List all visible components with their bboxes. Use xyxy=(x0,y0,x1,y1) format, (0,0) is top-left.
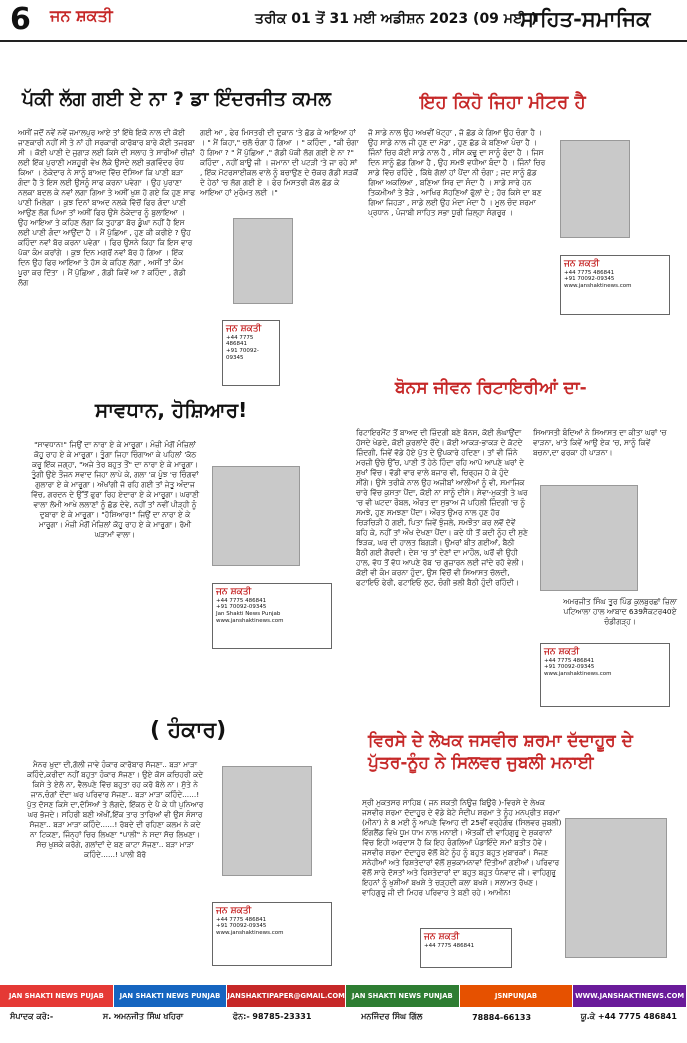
ad-phone: +44 7775 486841 xyxy=(216,597,267,604)
article-4-title: ਬੋਨਸ ਜੀਵਨ ਰਿਟਾਇਰੀਆਂ ਦਾ- xyxy=(395,378,587,398)
article-6-body: ਸ੍ਰੀ ਮੁਕਤਸਰ ਸਾਹਿਬ ( ਜਨ ਸ਼ਕਤੀ ਨਿਊਜ਼ ਬਿਊਰੋ )-ਵਿਰਸੇ ਦੇ ਲੇਖਕ ਜਸਵੀਰ ਸ਼ਰਮਾ ਦੱਦਾਹੂਰ ਦੇ ਵੱਡੇ ਬੇਟੇ ਸੰਦੀਪ ਸ਼ਰਮਾ ਤੇ ਨੂੰਹ ਮਨਪ੍ਰੀਤ ਸ਼ਰਮਾ (ਮੀਨਾ) ਨੇ 8 ਮਈ ਨੂੰ ਆਪਣੇ ਵਿਆਹ ਦੀ 25ਵੀਂ ਵਰ੍ਹੇਗੰਢ (ਸਿਲਵਰ ਜੁਬਲੀ) ਇੰਗਲੈਂਡ ਵਿਖੇ ਧੂਮ ਧਾਮ ਨਾਲ ਮਨਾਈ। ਐਤਕੀਂ ਦੀ ਵਾਹਿਗੁਰੂ ਦੇ ਸ਼ੁਕਰਾਨਾਂ ਵਿੱਚ ਇਹੀ ਅਰਦਾਸ ਹੈ ਕਿ ਇਹ ਰੰਗਲਿਆਂ ਪੰਡਾਇੰਦੇ ਸਮਾਂ ਬਤੀਤ ਹੋਵੇ। ਜਸਵੀਰ ਸ਼ਰਮਾ ਦੱਦਾਹੂਰ ਵੱਲੋਂ ਬੇਟੇ ਨੂੰਹ ਨੂੰ ਬਹੁਤ ਬਹੁਤ ਮੁਬਾਰਕਾਂ। ਸੱਜਣ ਸਨੇਹੀਆਂ ਅਤੇ ਰਿਸ਼ਤੇਦਾਰਾਂ ਵੱਲੋਂ ਸ਼ੁਭਕਾਮਨਾਵਾਂ ਦਿੱਤੀਆਂ ਗਈਆਂ। ਪਰਿਵਾਰ ਵੱਲੋਂ ਸਾਰੇ ਦੋਸਤਾਂ ਅਤੇ ਰਿਸ਼ਤੇਦਾਰਾਂ ਦਾ ਬਹੁਤ ਬਹੁਤ ਧੰਨਵਾਦ ਜੀ। ਵਾਹਿਗੁਰੂ ਇਹਨਾਂ ਨੂੰ ਖੁਸ਼ੀਆਂ ਬਖਸ਼ੇ ਤੇ ਚੜ੍ਹਦੀ ਕਲਾ ਬਖਸ਼ੇ। ਸਲਾਮਤ ਰੱਖਣ। ਵਾਹਿਗੁਰੂ ਜੀ ਦੀ ਮਿਹਰ ਪਰਿਵਾਰ ਤੇ ਬਣੀ ਰਹੇ। ਆਮੀਨ! xyxy=(362,798,562,897)
footer-editor-label: ਸੰਪਾਦਕ ਕਰੋ:- xyxy=(10,1012,54,1021)
ad-brand: ਜਨ ਸ਼ਕਤੀ xyxy=(216,587,252,597)
footer-contact-phone: 78884-66133 xyxy=(472,1012,532,1022)
author-photo xyxy=(560,140,630,238)
article-2-title: ਇਹ ਕਿਹੋ ਜਿਹਾ ਮੀਟਰ ਹੈ xyxy=(420,92,586,113)
author-photo xyxy=(540,485,638,591)
instagram-link[interactable]: JAN SHAKTI NEWS PUNJAB xyxy=(346,985,460,1007)
ad-phone: +91 70092-09345 xyxy=(216,923,267,930)
ad-phone: +44 7775 486841 xyxy=(424,942,475,949)
article-1-body-col1: ਅਸੀਂ ਜਦੋਂ ਨਵੇਂ ਨਵੇਂ ਜਮਾਲਪੁਰ ਆਏ ਤਾਂ ਇੱਥੇ ਇਕੋ ਨਾਲ ਦੀ ਕੋਈ ਜਾਣਕਾਰੀ ਨਹੀਂ ਸੀ ਤੇ ਨਾਂ ਹੀ ਸਰਕਾਰੀ ਕਾਰੋਬਾਰ ਬਾਰੇ ਕੋਈ ਤਜਰਬਾ ਸੀ । ਕੋਈ ਪਾਣੀ ਦੇ ਜੁਗਾੜ ਲਈ ਕਿਸੇ ਦੀ ਸਲਾਹ ਤੇ ਸਾਰੀਆਂ ਚੀਜ਼ਾਂ ਲਈ ਇੱਕ ਪੁਰਾਣੀ ਮਸ਼ਹੂਰੀ ਵੇਖ ਲੈਕੇ ਉਸਦੇ ਲਈ ਭਗਵਿੰਦਰ ਰੰਧ ਕਿਆ । ਠੇਕੇਦਾਰ ਨੇ ਸਾਨੂੰ ਬਾਅਦ ਵਿੱਚ ਦੱਸਿਆ ਕਿ ਪਾਣੀ ਬੜਾ ਗੰਦਾ ਹੈ ਤੇ ਇਸ ਲਈ ਉਸਨੂੰ ਸਾਫ ਕਰਨਾ ਪਵੇਗਾ । ਉਹ ਪੁਰਾਣਾ ਨਲਕਾ ਬਦਲ ਕੇ ਨਵਾਂ ਲਗਾ ਗਿਆ ਤੇ ਅਸੀਂ ਖੁਸ਼ ਹੋ ਗਏ ਕਿ ਹੁਣ ਸਾਫ ਪਾਣੀ ਮਿਲੇਗਾ । ਕੁਝ ਦਿਨਾਂ ਬਾਅਦ ਨਲਕੇ ਵਿੱਚੋਂ ਫਿਰ ਗੰਦਾ ਪਾਣੀ ਆਉਣ ਲੱਗ ਪਿਆ ਤਾਂ ਅਸੀਂ ਫਿਰ ਉਸੇ ਠੇਕੇਦਾਰ ਨੂੰ ਬੁਲਾਇਆ । ਉਹ ਆਇਆ ਤੇ ਕਹਿਣ ਲੱਗਾ ਕਿ ਤੁਹਾਡਾ ਬੋਰ ਡੂੰਘਾ ਨਹੀਂ ਹੈ ਇਸ ਲਈ ਪਾਣੀ ਗੰਦਾ ਆਉਂਦਾ ਹੈ । ਮੈਂ ਪੁੱਛਿਆ , ਹੁਣ ਕੀ ਕਰੀਏ ? ਉਹ ਕਹਿੰਦਾ ਨਵਾਂ ਬੋਰ ਕਰਨਾ ਪਵੇਗਾ । ਫਿਰ ਉਸਨੇ ਕਿਹਾ ਕਿ ਇਸ ਵਾਰ ਪੱਕਾ ਕੰਮ ਕਰਾਂਗੇ । ਕੁਝ ਦਿਨ ਮਗਰੋਂ ਨਵਾਂ ਬੋਰ ਹੋ ਗਿਆ । ਇੱਕ ਦਿਨ ਉਹ ਫਿਰ ਆਇਆ ਤੇ ਹੱਸ ਕੇ ਕਹਿਣ ਲੱਗਾ , ਅਸੀਂ ਤਾਂ ਕੰਮ ਪੂਰਾ ਕਰ ਦਿੱਤਾ । ਮੈਂ ਪੁੱਛਿਆ , ਗੱਡੀ ਕਿਵੇਂ ਆ ? ਕਹਿੰਦਾ , ਗੱਡੀ ਲੱਗ xyxy=(18,128,196,287)
article-5-title: ( ਹੰਕਾਰ) xyxy=(150,718,227,743)
ad-box xyxy=(212,583,332,649)
masthead-logo: ਜਨ ਸ਼ਕਤੀ xyxy=(50,6,113,25)
footer-uk-phone: ਯੂ.ਕੇ +44 7775 486841 xyxy=(580,1012,677,1021)
ad-brand: ਜਨ ਸ਼ਕਤੀ xyxy=(544,647,580,657)
ad-box xyxy=(212,902,332,966)
page-footer xyxy=(0,985,687,1043)
footer-phone: ਫੋਨ:- 98785-23331 xyxy=(232,1012,312,1021)
article-4-author: ਅਮਰਜੀਤ ਸਿੰਘ ਤੂਰ ਪਿੰਡ ਕੁਲਬੁਰਛਾਂ ਜ਼ਿਲਾ ਪਟਿਆਲਾ ਹਾਲ ਆਬਾਦ 639ਸੈਕਟਰ40ਏ ਚੰਡੀਗੜ੍ਹ। xyxy=(563,597,677,626)
ad-site: www.janshaktinews.com xyxy=(544,670,612,677)
article-1-body-col2: ਗਈ ਆ , ਫੇਰ ਮਿਸਤਰੀ ਦੀ ਦੁਕਾਨ 'ਤੇ ਛੱਡ ਕੇ ਆਇਆ ਹਾਂ । " ਮੈਂ ਕਿਹਾ," ਚਲੋ ਚੰਗਾ ਹੋ ਗਿਆ । " ਕਹਿੰਦਾ , "ਕੀ ਚੰਗਾ ਹੋ ਗਿਆ ? " ਮੈਂ ਪੁੱਛਿਆ ," ਗੱਡੀ ਪੱਕੀ ਲੱਗ ਗਈ ਏ ਨਾ ?" ਕਹਿੰਦਾ , ਨਹੀਂ ਬਾਊ ਜੀ । ਜਮਾਨਾ ਦੀ ਪਟੜੀ 'ਤੇ ਜਾ ਰਹੇ ਸਾਂ , ਇੱਕ ਮੋਟਰਸਾਈਕਲ ਵਾਲੇ ਨੂੰ ਬਚਾਉਣ ਦੇ ਚੱਕਰ ਗੱਡੀ ਸੜਕੋਂ ਦੇ ਹੇਠਾਂ 'ਚ ਲੱਗ ਗਈ ਏ । ਫੇਰ ਮਿਸਤਰੀ ਕੋਲ ਛੱਡ ਕੇ ਆਇਆ ਹਾਂ ਮੁਰੰਮਤ ਲਈ ।" xyxy=(200,128,359,197)
ad-phone: +44 7775 486841 xyxy=(564,269,615,276)
edition-date: ਤਰੀਕ 01 ਤੋਂ 31 ਮਈ ਅਡੀਸ਼ਨ 2023 (09 ਮਈ ) xyxy=(255,11,538,27)
ad-box xyxy=(420,928,512,968)
ad-brand: ਜਨ ਸ਼ਕਤੀ xyxy=(226,324,262,334)
ad-brand: ਜਨ ਸ਼ਕਤੀ xyxy=(424,932,460,942)
ad-box xyxy=(560,255,670,315)
section-title: ਸਾਹਿਤ-ਸਮਾਜਿਕ xyxy=(520,6,651,31)
article-2-body: ਜੋ ਸਾਡੇ ਨਾਲ ਉਹ ਅਖਵੀਂ ਖੋਟ੍ਹਾ , ਜੋ ਛੱਡ ਕੇ ਗਿਆ ਉਹ ਚੰਗਾ ਹੈ । ਉਹ ਸਾਡੇ ਨਾਲ ਜੀ ਹੁਣ ਦਾ ਮੋਡਾ , ਹੁਣ ਛੱਡ ਕੇ ਬਣਿਆ ਪੰਚਾ ਹੈ । ਜਿੰਨਾਂ ਚਿਰ ਕੋਈ ਸਾਡੇ ਨਾਲ ਹੈ , ਸੀਸ ਕਢੂ ਦਾ ਸਾਨੂੰ ਫੰਦਾ ਹੈ । ਜਿਸ ਦਿਨ ਸਾਨੂੰ ਛੱਡ ਗਿਆ ਹੈ , ਉਹ ਸਮਝੋ ਵਧੀਆ ਬੰਦਾ ਹੈ । ਜਿੰਨਾਂ ਚਿਰ ਸਾਡੇ ਵਿੱਚ ਰਹਿੰਦੇ , ਕਿੱਥੇ ਗੱਲਾਂ ਹਾਂ ਪੈਂਦਾ ਨੀ ਚੰਗਾ ; ਜਦ ਸਾਨੂੰ ਛੱਡ ਗਿਆ ਅਕਲਿਆ , ਬਣਿਆ ਸਿਰ ਦਾ ਸੰਦਾ ਹੈ । ਸਾਡੇ ਸਾਰੇ ਹਨ ਤਿਕਮੀਆਂ ਤੇ ਭੈੜੇ , ਆਖਿਰ ਸੋਹਣਿਆਂ ਫੁੱਲਾਂ ਦੇ ; ਹੋਰ ਕਿਸੇ ਦਾ ਬਣ ਗਿਆ ਜਿਹੜਾ , ਸਾਡੇ ਲਈ ਉਹ ਮੰਦਾ ਮੰਦਾ ਹੈ । ਮੂਲ ਚੰਦ ਸ਼ਰਮਾ ਪ੍ਰਧਾਨ , ਪੰਜਾਬੀ ਸਾਹਿਤ ਸਭਾ ਧੂਰੀ ਜ਼ਿਲ੍ਹਾ ਸੰਗਰੂਰ । xyxy=(368,128,546,217)
twitter-link[interactable]: JSNPUNJAB xyxy=(460,985,574,1007)
ad-box xyxy=(222,320,280,386)
ad-phone: +91 70092-09345 xyxy=(216,604,267,611)
ad-phone: +44 7775 486841 xyxy=(544,657,595,664)
ad-site: www.janshaktinews.com xyxy=(564,282,632,289)
ad-brand: ਜਨ ਸ਼ਕਤੀ xyxy=(564,259,600,269)
article-4-body-col2: ਸਿਆਸਤੀ ਬੰਦਿਆਂ ਨੇ ਸਿਆਸਤ ਦਾ ਕੀਤਾ ਘਰਾਂ 'ਚ ਵਾੜਨਾ, ਖਾਤੇ ਕਿਵੇਂ ਆਉ ਏਕ 'ਚ, ਸਾਨੂੰ ਕਿਵੇਂ ਬਚਨਾ,ਦਾ ਫਰਕਾ ਹੀ ਪਾੜਨਾ। xyxy=(533,428,667,457)
article-4-body-col1: ਰਿਟਾਇਰਮੈਂਟ ਤੋਂ ਬਾਅਦ ਦੀ ਜ਼ਿੰਦਗੀ ਬਣੇ ਬੋਨਸ, ਕੋਈ ਲੰਘਾਉਂਦਾ ਹੱਸਦੇ ਖੇਡਦੇ, ਕੋਈ ਕੁਰਲਾਂਦੇ ਰੋਂਦੇ। ਕੋਈ ਆਕੜ-ਭਾਕੜ ਦੇ ਕੱਟਦੇ ਜ਼ਿੰਦਗੀ, ਜਿਵੇਂ ਵੱਡੇ ਹੋਏ ਪੁੱਤ ਦੇ ਉਪਕਾਰੇ ਹਦਿਣਾ। ਤਾਂ ਵੀ ਜਿੰਨੇ ਮਰਜ਼ੀ ਉਚੇ ਉੱਚ, ਪਾਣੀ ਤੋਂ ਹੇਠੇ ਹਿੰਦਾ ਰਹਿ ਆਪੋ ਆਪਣੇ ਘਰਾਂ ਦੇ ਸੁਖਾਂ ਵਿੱਚ। ਵੱਡੀ ਵਾਰ ਵਾਲੇ ਬਜਾਰ ਵੀ, ਚਿਰ੍ਹਜ ਹੋ ਕੇ ਹੁੰਦੇ ਸੀਂਗੇ। ਉਸੇ ਤਰੀਕੇ ਨਾਲ ਉਹ ਅਜੀਬਾਂ ਆਲੀਆਂ ਨੂੰ ਵੀ, ਸਮਾਜਿਕ ਚਾਰੇ ਵਿੱਚ ਕੁਸਤਾ ਪੈਂਦਾ, ਕੋਈ ਨਾ ਸਾਨੂੰ ਦੀਸੇ। ਸੇਵਾ-ਮੁਕਤੀ ਤੇ ਘਰ 'ਚ ਵੀ ਘਟਦਾ ਰੌਬਲ, ਔਰਤ ਦਾ ਸੁਭਾਅ ਜੋ ਪਹਿਲੀ ਜ਼ਿੰਦਗੀ 'ਚ ਨੂੰ ਸਮਝੇ, ਹੁਣ ਸਮਝਣਾ ਪੈਂਦਾ। ਔਰਤ ਉਮਰ ਨਾਲ ਹੁਣ ਹੋਰ ਚਿੜਚਿੜੀ ਹੋ ਗਈ, ਪਿਤਾ ਜਿਵੇਂ ਝੁੰਜਲੇ, ਸਮਝੌਤਾ ਕਰ ਲਵੋਂ ਦੋਵੇਂ ਬਹਿ ਕੇ, ਨਹੀਂ ਤਾਂ ਔਖ ਦੇਖਣਾ ਪੈਂਦਾ। ਕਦੇ ਧੀ ਤੋਂ ਕਦੀ ਨੂੰਹ ਦੀ ਸੁਣੇ ਝਿੜਕ, ਘਰ ਦੀ ਹਾਲਤ ਬਿਗੜੀ। ਉਮਰਾਂ ਬੀਤ ਗਈਆਂ, ਬੈਠੀ ਬੈਠੀ ਗਈ ਗੈਰਦੀ। ਦੇਸ਼ 'ਚ ਤਾਂ ਦੇਣਾਂ ਦਾ ਮਾਹੌਲ, ਘਰੋਂ ਵੀ ਉਹੀ ਹਾਲ, ਵੱਧ ਤੋਂ ਵੱਧ ਆਪਣੇ ਰੱਬ 'ਚ ਗੁਜ਼ਾਰਨ ਲਈ ਜਾਂਦੇ ਰਹੋ ਵੇਲੀ। ਕੋਈ ਵੀ ਕੰਮ ਕਰਨਾ ਹੁੰਦਾ, ਉਸ ਵਿੱਚੋਂ ਵੀ ਸਿਆਸਤ ਚੱਲਦੀ, ਫਟਾਇਓ ਫੇਰੀ, ਫਟਾਇਓ ਲੁਟ, ਚੰਗੀ ਭਲੀ ਬੈਠੀ ਹੁੰਦੀ ਰਹਿੰਦੀ। xyxy=(356,428,528,587)
page-header xyxy=(0,0,687,42)
footer-editor-name: ਸ. ਅਮਨਜੀਤ ਸਿੰਘ ਖਹਿਰਾ xyxy=(102,1012,184,1021)
article-1-title: ਪੱਕੀ ਲੱਗ ਗਈ ਏ ਨਾ ? ਡਾ ਇੰਦਰਜੀਤ ਕਮਲ xyxy=(22,88,331,110)
ad-phone: +44 7775 486841 xyxy=(216,916,267,923)
facebook-link[interactable]: JAN SHAKTI NEWS PUNJAB xyxy=(114,985,228,1007)
couple-photo xyxy=(565,818,667,958)
footer-contact-name: ਮਨਜਿੰਦਰ ਸਿੰਘ ਗਿੱਲ xyxy=(361,1012,423,1021)
article-6-title: ਵਿਰਸੇ ਦੇ ਲੇਖਕ ਜਸਵੀਰ ਸ਼ਰਮਾ ਦੱਦਾਹੂਰ ਦੇ ਪੁੱਤਰ-ਨੂੰਹ ਨੇ ਸਿਲਵਰ ਜੁਬਲੀ ਮਨਾਈ xyxy=(368,731,633,774)
ad-site: www.janshaktinews.com xyxy=(216,929,284,936)
footer-link-bar xyxy=(0,985,687,1007)
article-3-body: "ਸਾਵਧਾਨ!" ਜਿਉਂ ਦਾ ਨਾਰਾ ਏ ਕੇ ਮਾਰੂਗਾ। ਮੰਜ਼ੀ ਮੰਗੋਂ ਮੰਜ਼ਿਲਾਂ ਕੋਹੂ ਰਾਹ ਏ ਕੇ ਮਾਰੂਗਾ। ਤੂੰਗਾ ਜਿਹਾ ਚਿੰਗਾਆ ਕੇ ਪਹਿਲਾਂ 'ਕੱਠ ਕਰੂ ਇੱਕ ਜਗ੍ਹਾ, "ਅਜੇ ਤੇਰ ਬਹੁਤ ਤੌਂ" ਦਾ ਨਾਰਾ ਏ ਕੇ ਮਾਰੂਗਾ। ਤੂੰਗੀ ਉਏ ਤੌਜਨ ਸਵਾਦ ਜਿਹਾ ਲਾਪੇ ਕੇ, ਗਲਾ 'ਕ ਪੂੰਝ 'ਚ ਚਿੰਗਵਾਂ ਗੁਲਾਰਾ ਏ ਕੇ ਮਾਰੂਗਾ। ਅੱਖਾਂਗੀ ਜੋ ਰਹਿ ਗਈ ਤਾਂ ਜੇਤੂ ਅੰਦਾਜ ਵਿੱਚ, ਗਰਦਨ ਦੇ ਉੱਤੋਂ ਫੁਰਾ ਰਿਹ ਏਦਾਰਾ ਏ ਕੇ ਮਾਰੂਗਾ। ਘਰਾਣੀ ਵਾਲਾ ਲੋਮੀ ਆਖੇ ਲਲਾਣਾਂ ਨੂੰ ਛੱਡ ਦੇਵੇ, ਨਹੀਂ ਤਾਂ ਨਵੀਂ ਪੀੜ੍ਹੀ ਨੂੰ ਦੁਬਾਰਾ ਏ ਕੇ ਮਾਰੂਗਾ। "ਹੋਸ਼ਿਆਰ!" ਜਿਉਂ ਦਾ ਨਾਰਾ ਏ ਕੇ ਮਾਰੂਗਾ। ਮੰਜ਼ੀ ਮੰਗੋਂ ਮੰਜ਼ਿਲਾਂ ਕੋਹੂ ਰਾਹ ਏ ਕੇ ਮਾਰੂਗਾ। ਰੋਮੀ ਘੜਾਮਾਂ ਵਾਲਾ। xyxy=(30,440,200,539)
page-number: 6 xyxy=(10,2,31,37)
ad-box xyxy=(540,643,670,707)
ad-phone: +91 70092-09345 xyxy=(226,347,259,361)
email-link[interactable]: JANSHAKTIPAPER@GMAIL.COM xyxy=(227,985,346,1007)
footer-contact-row xyxy=(0,1007,687,1027)
website-link[interactable]: WWW.JANSHAKTINEWS.COM xyxy=(573,985,687,1007)
ad-tagline: Jan Shakti News Punjab xyxy=(216,610,281,617)
article-3-title: ਸਾਵਧਾਨ, ਹੋਸ਼ਿਆਰ! xyxy=(95,398,248,422)
ad-site: www.janshaktinews.com xyxy=(216,617,284,624)
author-photo xyxy=(233,218,293,304)
youtube-link[interactable]: JAN SHAKTI NEWS PUJAB xyxy=(0,985,114,1007)
ad-phone: +91 70092-09345 xyxy=(544,664,595,671)
author-photo xyxy=(212,466,300,566)
article-5-body: ਮੈਨਰ ਖ਼ੁਦਾ ਦੀ,ਗੱਲੀ ਜਾਵੇ ਹੰਕਾਰ ਕਾਰੋਬਾਰ ਸੱਜਣਾ.. ਬੜਾ ਮਾੜਾ ਕਹਿੰਦੇ,ਕਰੀਦਾ ਨਹੀਂ ਬਹੁਤਾ ਹੰਕਾਰ ਸੱਜਣਾ। ਉਏ ਕੋਸ ਕਚਿਹਰੀ ਕਦੇ ਕਿਸੇ ਤੇ ਏਲੋ ਨਾ, ਵੈਲਪਣੇ ਵਿੱਚ ਬਹੁਤਾ ਰਹ ਕਰੋ ਬੋਲੇ ਨਾ। ਸੁੱਤੇ ਨੇ ਜਾਨ,ਚੰਗਾਂ ਦੇਂਦਾ ਘਰ ਪਰਿਵਾਰ ਸੱਜਣਾ.. ਬੜਾ ਮਾੜਾ ਕਹਿੰਦੇ......! ਪੁੱਤ ਦੱਸਣ ਕਿਸੇ ਦਾ,ਦੱਸਿਆਂ ਤੇ ਲੱਗਦੇ, ਇੱਕਠ ਦੇ ਪੈ ਕੇ ਧੀ ਪੁਨਿਆਰ ਘਰ ਭੱਜਦੇ। ਸਹਿਰੀ ਬਣੀ ਅੱਖੀਂ,ਇੱਕ ਤਾਰ ਤਾਰਿਆਂ ਵੀ ਉਸ ਸੰਸਾਰ ਸੱਜਣਾ.. ਬੜਾ ਮਾੜਾ ਕਹਿੰਦੇ......! ਰੱਬਦੇ ਦੀ ਰਹਿਣਾ ਕਲਮ ਨੇ ਕਦੇ ਨਾ ਟਿਕਣਾ, ਜਿੰਨ੍ਹਾਂ ਚਿਰ ਲਿਖਣਾ "ਪਾਲੀ" ਨੇ ਸਦਾ ਸੱਚ ਲਿਖਣਾ। ਸੱਚ ਖੁਸ਼ਕੇ ਕਰੋਗੇ, ਗਲਾਂਦਾਂ ਦੇ ਬਣ ਕਾਟਾ ਸੱਜਣਾ.. ਬੜਾ ਮਾੜਾ ਕਹਿੰਦੇ......! ਪਾਲੀ ਬੋਰੋ xyxy=(26,760,204,859)
ad-phone: +91 70092-09345 xyxy=(564,276,615,283)
author-photo xyxy=(222,766,312,876)
ad-brand: ਜਨ ਸ਼ਕਤੀ xyxy=(216,906,252,916)
ad-phone: +44 7775 486841 xyxy=(226,334,254,348)
